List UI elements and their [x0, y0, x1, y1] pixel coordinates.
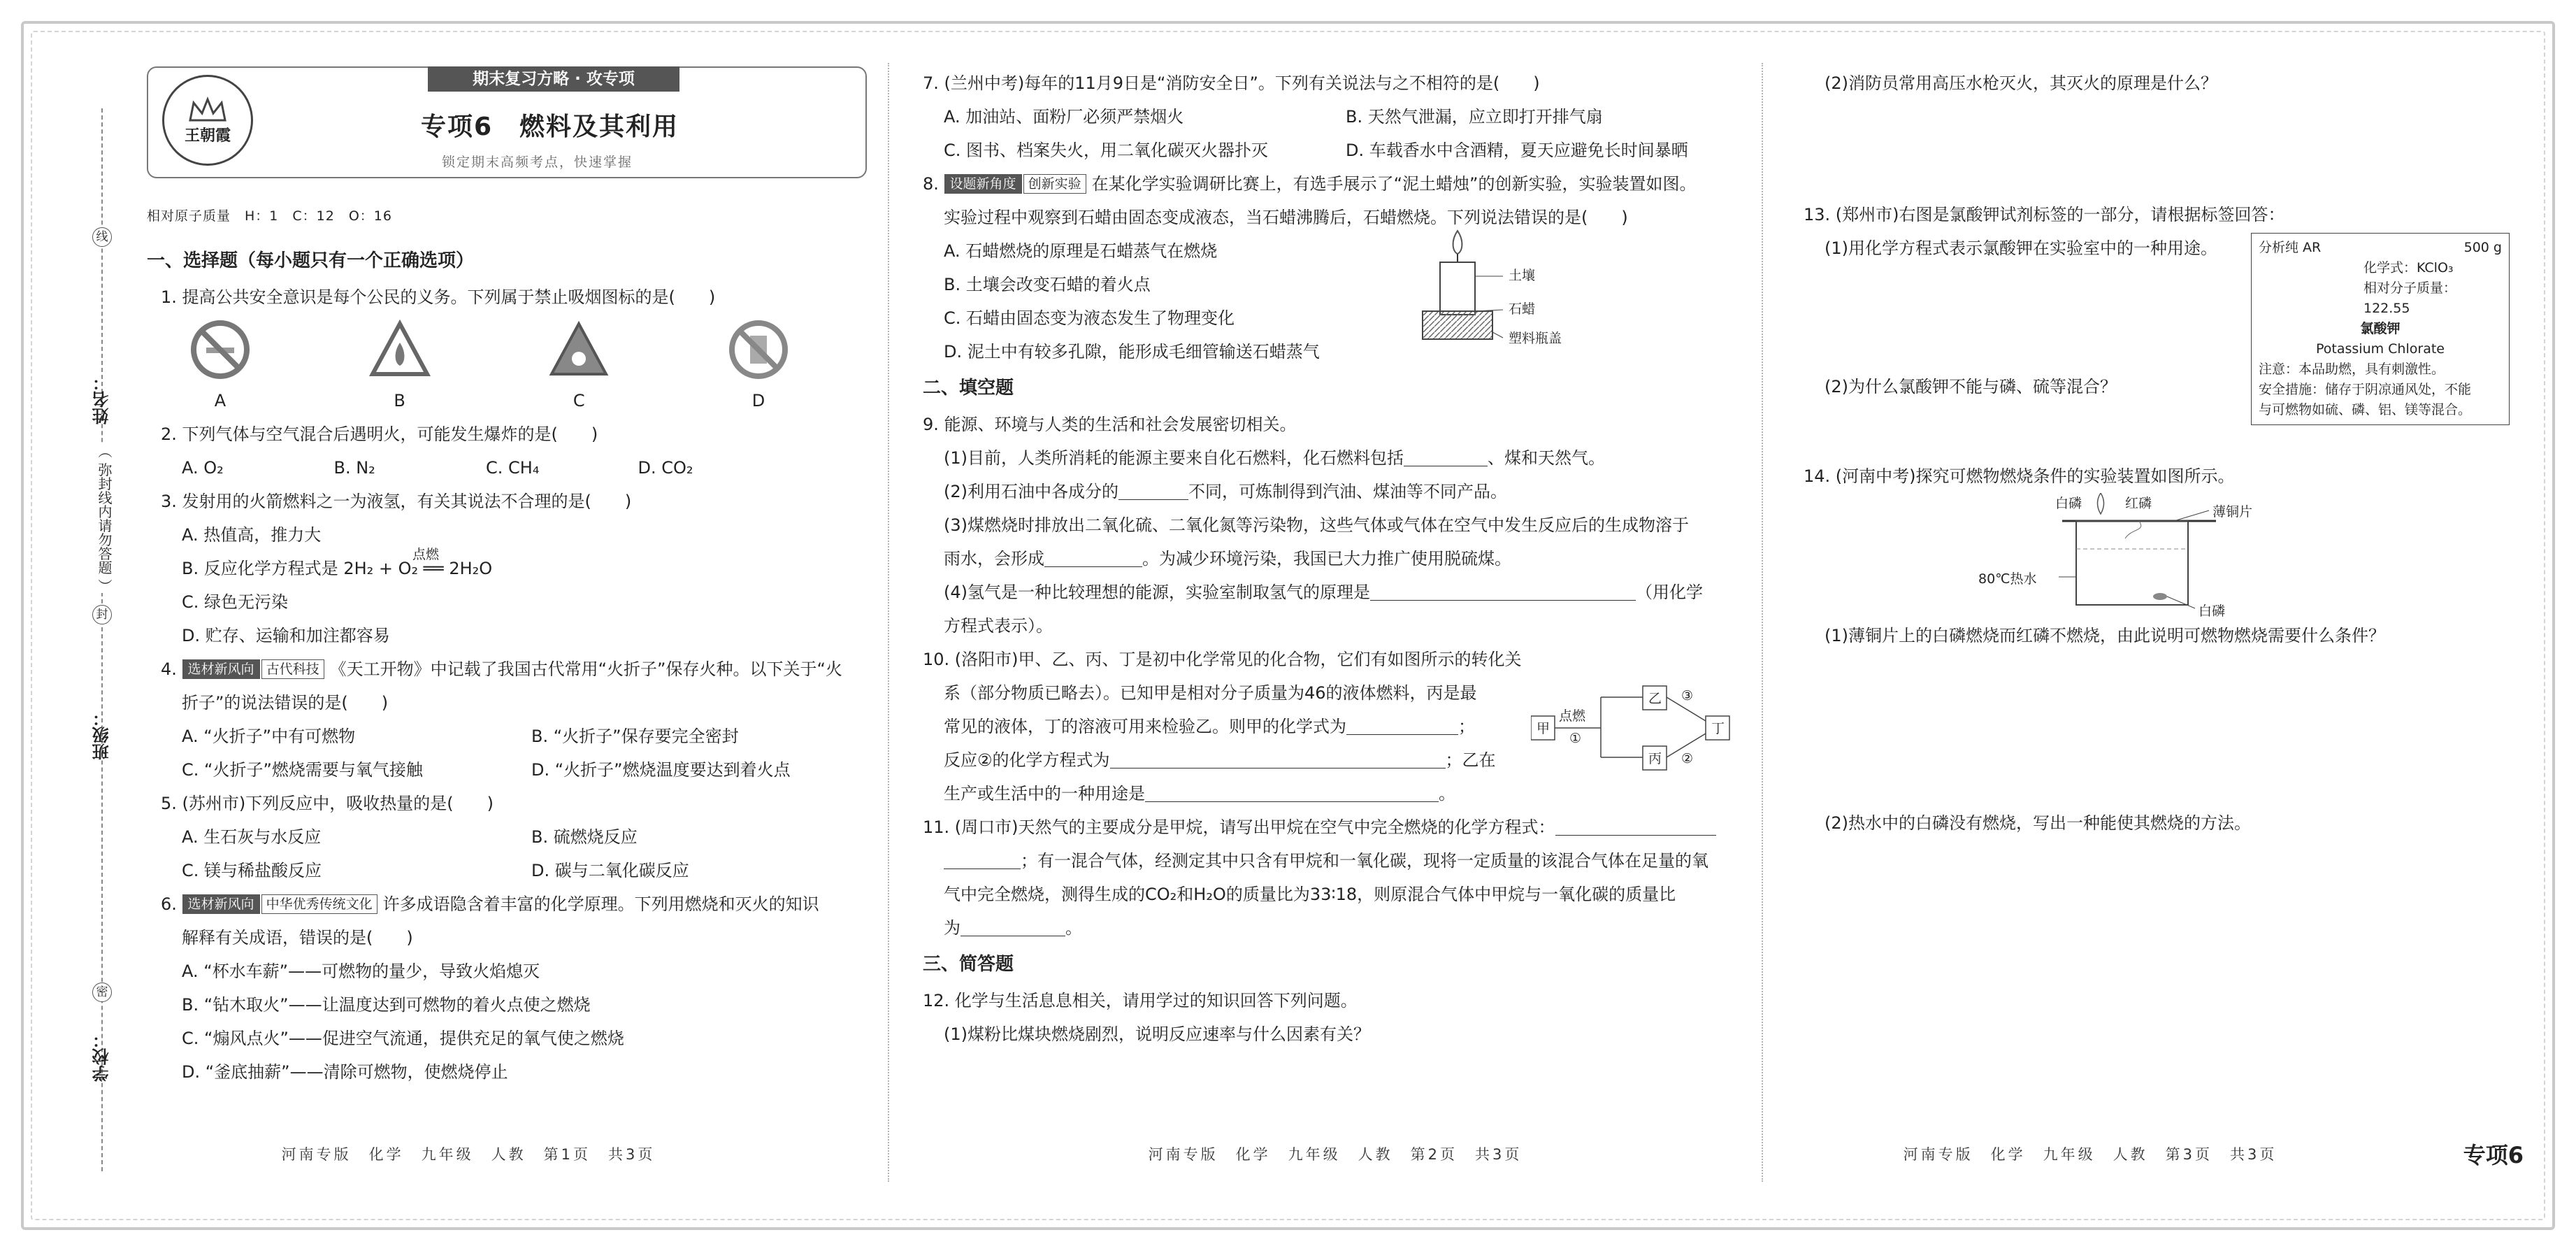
no-fireworks-icon — [727, 318, 790, 381]
class-label: 班级： — [92, 710, 112, 760]
answer-blank[interactable] — [1555, 817, 1716, 836]
tag: 古代科技 — [261, 659, 324, 679]
question-5: 5. (苏州市)下列反应中，吸收热量的是( ) A. 生石灰与水反应 B. 硫燃烧反应 C. 镁与稀盐酸反应 D. 碳与二氧化碳反应 — [147, 787, 881, 887]
conversion-diagram: 甲 点燃 ① 乙 丙 丁 ③ ② — [1531, 685, 1734, 775]
question-8: 8. 设题新角度 创新实验 在某化学实验调研比赛上，有选手展示了“泥土蜡烛”的创新实验，实验装置如图。 实验过程中观察到石蜡由固态变成液态，当石蜡沸腾后，石蜡燃烧。下列说法错误的是( ) A. 石蜡燃烧的原理是石蜡蒸气在燃烧 B. 土壤会改变石蜡的着火点 C. 石蜡由固态变为液态发生了物理变化 D. 泥土中有较多孔隙，能形成毛细管输送石蜡蒸气 土壤 石蜡 塑料瓶盖 — [923, 167, 1748, 369]
option-d: D — [727, 318, 790, 417]
question-stem: 1. 提高公共安全意识是每个公民的义务。下列属于禁止吸烟图标的是( ) — [161, 287, 716, 307]
explosive-warning-icon — [547, 318, 610, 381]
header-box — [147, 66, 867, 178]
options: A. 石蜡燃烧的原理是石蜡蒸气在燃烧 B. 土壤会改变石蜡的着火点 C. 石蜡由固态变为液态发生了物理变化 D. 泥土中有较多孔隙，能形成毛细管输送石蜡蒸气 土壤 石蜡 塑料瓶盖 — [923, 234, 1748, 369]
question-12: 12. 化学与生活息息相关，请用学过的知识回答下列问题。 (1)煤粉比煤块燃烧剧烈，说明反应速率与什么因素有关？ — [923, 991, 1370, 1044]
fig-label: 石蜡 — [1509, 301, 1536, 317]
options: A. “杯水车薪”——可燃物的量少，导致火焰熄灭 B. “钻木取火”——让温度达到可燃物的着火点使之燃烧 C. “煽风点火”——促进空气流通，提供充足的氧气使之燃烧 D. “釜底抽薪”——清除可燃物，使燃烧停止 — [182, 962, 624, 1082]
page-footer: 河南专版 化学 九年级 人教 第1页 共3页 — [281, 1146, 656, 1163]
question-9: 9. 能源、环境与人类的生活和社会发展密切相关。 (1)目前，人类所消耗的能源主要来自化石燃料，化石燃料包括 、煤和天然气。 (2)利用石油中各成分的 不同，可炼制得到汽油、煤油等不同产品。 (3)煤燃烧时排放出二氧化硫、二氧化氮等污染物，这些气体或气体在空气中发生反应后的生成物溶于 雨水，会形成 。为减少环境污染，我国已大力推广使用脱硫煤。 (4)氢气是一种比较理想的能源，实验室制取氢气的原理是 （用化学 方程式表示）。 — [923, 415, 1703, 636]
page-1 — [56, 66, 881, 1171]
question-12-part2: (2)消防员常用高压水枪灭火，其灭火的原理是什么？ — [1825, 73, 2217, 93]
logo-text: 王朝霞 — [184, 127, 231, 145]
crown-icon — [187, 96, 229, 124]
question-6: 6. 选材新风向 中华优秀传统文化 许多成语隐含着丰富的化学原理。下列用燃烧和灭火的知识 解释有关成语，错误的是( ) A. “杯水车薪”——可燃物的量少，导致火焰熄灭 B. “钻木取火”——让温度达到可燃物的着火点使之燃烧 C. “煽风点火”——促进空气流通，提供充足的氧气使之燃烧 D. “釜底抽薪”——清除可燃物，使燃烧停止 — [147, 887, 881, 1089]
combustion-apparatus: 白磷 红磷 薄铜片 80℃热水 白磷 — [2034, 493, 2328, 619]
option-a: A — [189, 318, 252, 417]
section-title: 三、简答题 — [923, 954, 1014, 975]
question-7: 7. (兰州中考)每年的11月9日是“消防安全日”。下列有关说法与之不相符的是( ) A. 加油站、面粉厂必须严禁烟火 B. 天然气泄漏，应立即打开排气扇 C. 图书、档案失火，用二氧化碳灭火器扑灭 D. 车载香水中含酒精，夏天应避免长时间暴晒 — [923, 66, 1748, 167]
answer-blank[interactable] — [1404, 448, 1488, 466]
fig-label: 土壤 — [1509, 268, 1536, 283]
seal-note: （ 弥封线内请勿答题 ） — [96, 444, 113, 593]
seal-line — [101, 108, 103, 1171]
option-c: C — [547, 318, 610, 417]
options: A. 加油站、面粉厂必须严禁烟火 B. 天然气泄漏，应立即打开排气扇 C. 图书、档案失火，用二氧化碳灭火器扑灭 D. 车载香水中含酒精，夏天应避免长时间暴晒 — [944, 107, 1688, 160]
fig-label: 塑料瓶盖 — [1509, 331, 1562, 346]
answer-blank[interactable] — [944, 851, 1021, 869]
option-b: B — [368, 318, 431, 417]
question-11: 11. (周口市)天然气的主要成分是甲烷，请写出甲烷在空气中完全燃烧的化学方程式： ；有一混合气体，经测定其中只含有甲烷和一氧化碳，现将一定质量的该混合气体在足量的氧 气中完全燃烧，测得生成的CO₂和H₂O的质量比为33∶18，则原混合气体中甲烷与一氧化碳的质量比 为 。 — [923, 810, 1748, 945]
section-title: 一、选择题（每小题只有一个正确选项） — [147, 250, 475, 271]
name-label: 姓名： — [92, 374, 112, 424]
page-2 — [923, 66, 1748, 1171]
question-3: 3. 发射用的火箭燃料之一为液氢，有关其说法不合理的是( ) A. 热值高，推力大 B. 反应化学方程式是 2H₂ + O₂ ══ 2H₂O 点燃 C. 绿色无污染 D. 贮存、运输和加注都容易 — [147, 485, 881, 652]
question-14: 14. (河南中考)探究可燃物燃烧条件的实验装置如图所示。 白磷 红磷 薄铜片 80℃热水 白磷 (1)薄铜片上的白磷燃烧而红磷不燃烧，由此说明可燃物燃烧需要什么条件？ (2)热水中的白磷没有燃烧，写出一种能使其燃烧的方法。 — [1804, 466, 2385, 833]
question-2: 2. 下列气体与空气混合后遇明火，可能发生爆炸的是( ) A. O₂ B. N₂ C. CH₄ D. CO₂ — [147, 417, 881, 485]
section-title: 二、填空题 — [923, 378, 1014, 399]
no-smoking-icon — [189, 318, 252, 381]
page-footer: 河南专版 化学 九年级 人教 第2页 共3页 — [1148, 1146, 1523, 1163]
page-divider — [1762, 63, 1763, 1182]
answer-blank[interactable] — [1370, 582, 1636, 601]
candle-figure — [1412, 220, 1587, 360]
seal-mark: 封 — [92, 605, 112, 624]
page-title: 专项6 燃料及其利用 — [421, 113, 679, 141]
brand-logo — [162, 75, 253, 166]
page-footer: 河南专版 化学 九年级 人教 第3页 共3页 — [1903, 1146, 2278, 1163]
seal-mark: 密 — [92, 982, 112, 1002]
question-10: 10. (洛阳市)甲、乙、丙、丁是初中化学常见的化合物，它们有如图所示的转化关 系（部分物质已略去）。已知甲是相对分子质量为46的液体燃料，丙是最 常见的液体，丁的溶液可用来检验乙。则甲的化学式为 ； 反应②的化学方程式为 ；乙在 生产或生活中的一种用途是 。 甲 点燃 ① 乙 丙 丁 ③ ② — [923, 643, 1748, 810]
question-1 — [147, 280, 881, 417]
answer-blank[interactable] — [1145, 784, 1439, 802]
header-tag: 期末复习方略 · 攻专项 — [428, 66, 679, 92]
answer-blank[interactable] — [1110, 750, 1446, 769]
tag: 中华优秀传统文化 — [261, 894, 377, 914]
badge: 选材新风向 — [182, 659, 260, 679]
page-divider — [888, 63, 889, 1182]
answer-blank[interactable] — [1118, 482, 1188, 500]
seal-mark: 线 — [92, 227, 112, 247]
school-label: 学校： — [92, 1031, 112, 1082]
options: A. 热值高，推力大 B. 反应化学方程式是 2H₂ + O₂ ══ 2H₂O 点燃 C. 绿色无污染 D. 贮存、运输和加注都容易 — [182, 525, 493, 645]
binding-margin — [56, 66, 147, 1171]
answer-blank[interactable] — [1346, 717, 1458, 735]
question-13: 13. (郑州市)右图是氯酸钾试剂标签的一部分，请根据标签回答： (1)用化学方程式表示氯酸钾在实验室中的一种用途。 (2)为什么氯酸钾不能与磷、硫等混合？ 分析纯 AR 500 g 化学式：KClO₃ 相对分子质量：122.55 氯酸钾 Potassium Chlorate 注意：本品助燃，具有刺激性。 安全措施：储存于阴凉通风处，不能 与可燃物如硫、磷、铝、镁等混合。 — [1804, 198, 2531, 403]
badge: 选材新风向 — [182, 894, 260, 914]
icon-options — [161, 318, 790, 417]
answer-blank[interactable] — [1044, 549, 1142, 567]
options: A. “火折子”中有可燃物 B. “火折子”保存要完全密封 C. “火折子”燃烧需要与氧气接触 D. “火折子”燃烧温度要达到着火点 — [182, 727, 791, 780]
badge: 设题新角度 — [944, 174, 1022, 194]
question-4: 4. 选材新风向 古代科技 《天工开物》中记载了我国古代常用“火折子”保存火种。以下关于“火 折子”的说法错误的是( ) A. “火折子”中有可燃物 B. “火折子”保存要完全密封 C. “火折子”燃烧需要与氧气接触 D. “火折子”燃烧温度要达到着火点 — [147, 652, 881, 787]
options: A. 生石灰与水反应 B. 硫燃烧反应 C. 镁与稀盐酸反应 D. 碳与二氧化碳反应 — [182, 827, 689, 880]
page-3 — [1804, 66, 2531, 1171]
reagent-label: 分析纯 AR 500 g 化学式：KClO₃ 相对分子质量：122.55 氯酸钾 Potassium Chlorate 注意：本品助燃，具有刺激性。 安全措施：储存于阴凉通风处，不能 与可燃物如硫、磷、铝、镁等混合。 — [2251, 233, 2510, 425]
atomic-mass: 相对原子质量 H：1 C：12 O：16 — [147, 208, 392, 224]
tag: 创新实验 — [1023, 174, 1086, 194]
answer-blank[interactable] — [960, 918, 1065, 936]
flammable-warning-icon — [368, 318, 431, 381]
topic-corner-label: 专项6 — [2463, 1142, 2524, 1168]
options: A. O₂ B. N₂ C. CH₄ D. CO₂ — [182, 458, 693, 478]
page-subtitle: 锁定期末高频考点，快速掌握 — [442, 155, 633, 170]
